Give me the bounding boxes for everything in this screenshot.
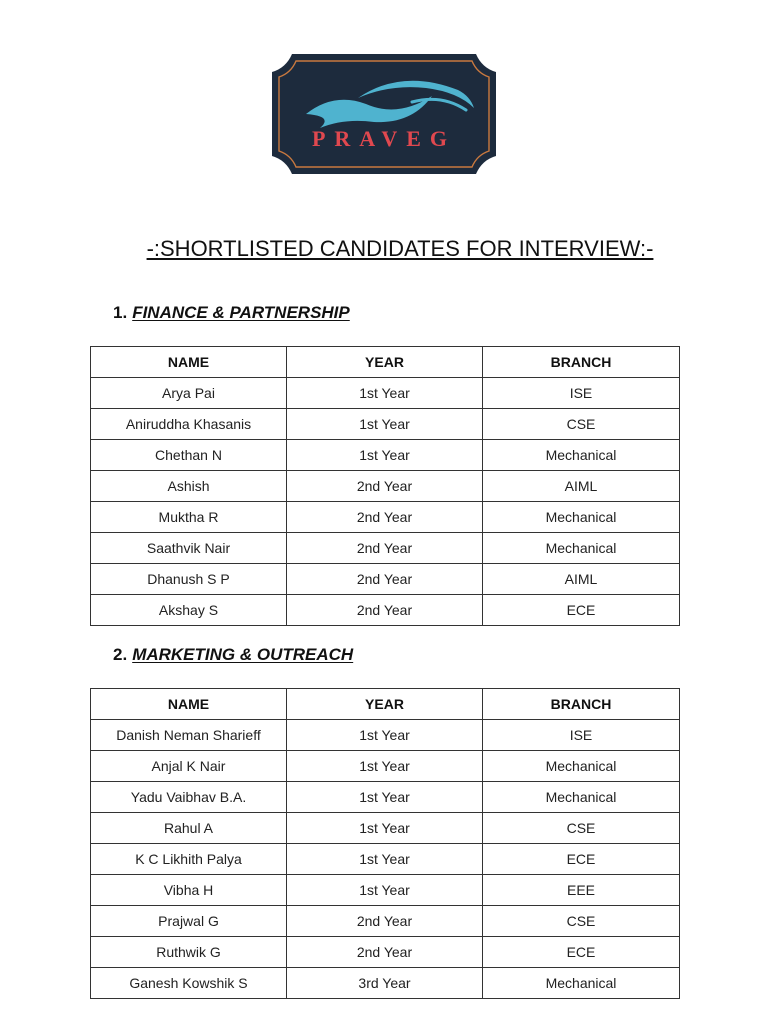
- table-row: [91, 533, 680, 564]
- finance-candidates-table: [90, 346, 680, 626]
- marketing-candidates-table: [90, 688, 680, 999]
- candidate-name: Ruthwik G: [91, 937, 287, 968]
- candidate-branch: Mechanical: [483, 751, 680, 782]
- table-row: [91, 471, 680, 502]
- candidate-name: K C Likhith Palya: [91, 844, 287, 875]
- section-heading: FINANCE & PARTNERSHIP: [132, 303, 350, 322]
- table-row: [91, 782, 680, 813]
- table-row: [91, 720, 680, 751]
- candidate-year: 2nd Year: [287, 937, 483, 968]
- candidate-year: 1st Year: [287, 751, 483, 782]
- table-row: [91, 937, 680, 968]
- candidate-name: Muktha R: [91, 502, 287, 533]
- candidate-name: Yadu Vaibhav B.A.: [91, 782, 287, 813]
- table-row: [91, 409, 680, 440]
- candidate-year: 1st Year: [287, 782, 483, 813]
- candidate-name: Ashish: [91, 471, 287, 502]
- candidate-year: 1st Year: [287, 440, 483, 471]
- section-number: 2.: [113, 645, 128, 664]
- candidate-year: 2nd Year: [287, 595, 483, 626]
- column-header-branch: BRANCH: [483, 689, 680, 720]
- candidate-name: Anjal K Nair: [91, 751, 287, 782]
- table-header-row: [91, 347, 680, 378]
- table-row: [91, 378, 680, 409]
- candidate-branch: CSE: [483, 813, 680, 844]
- table-header-row: [91, 689, 680, 720]
- column-header-name: NAME: [91, 689, 287, 720]
- candidate-branch: ISE: [483, 720, 680, 751]
- candidate-year: 1st Year: [287, 813, 483, 844]
- candidate-year: 2nd Year: [287, 533, 483, 564]
- candidate-name: Rahul A: [91, 813, 287, 844]
- candidate-branch: CSE: [483, 409, 680, 440]
- section-title-marketing: [113, 645, 353, 665]
- candidate-year: 1st Year: [287, 378, 483, 409]
- section-title-finance: [113, 303, 350, 323]
- candidate-branch: Mechanical: [483, 440, 680, 471]
- candidate-name: Ganesh Kowshik S: [91, 968, 287, 999]
- candidate-name: Vibha H: [91, 875, 287, 906]
- candidate-branch: ECE: [483, 937, 680, 968]
- table-row: [91, 906, 680, 937]
- candidate-branch: Mechanical: [483, 533, 680, 564]
- candidate-name: Akshay S: [91, 595, 287, 626]
- logo-badge-graphic: [262, 46, 506, 182]
- praveg-logo: [262, 46, 506, 182]
- candidate-branch: EEE: [483, 875, 680, 906]
- candidate-name: Chethan N: [91, 440, 287, 471]
- page-title: -:SHORTLISTED CANDIDATES FOR INTERVIEW:-: [146, 236, 654, 261]
- candidate-branch: Mechanical: [483, 968, 680, 999]
- candidate-name: Arya Pai: [91, 378, 287, 409]
- candidate-name: Saathvik Nair: [91, 533, 287, 564]
- logo-text: PRAVEG: [311, 126, 457, 151]
- table-row: [91, 875, 680, 906]
- column-header-name: NAME: [91, 347, 287, 378]
- table-row: [91, 440, 680, 471]
- table-row: [91, 564, 680, 595]
- table-row: [91, 751, 680, 782]
- table-row: [91, 813, 680, 844]
- candidate-year: 1st Year: [287, 875, 483, 906]
- column-header-branch: BRANCH: [483, 347, 680, 378]
- candidate-branch: AIML: [483, 564, 680, 595]
- section-number: 1.: [113, 303, 128, 322]
- candidate-year: 2nd Year: [287, 564, 483, 595]
- candidate-year: 2nd Year: [287, 471, 483, 502]
- candidate-branch: ECE: [483, 595, 680, 626]
- table-row: [91, 502, 680, 533]
- candidate-year: 1st Year: [287, 720, 483, 751]
- candidate-name: Danish Neman Sharieff: [91, 720, 287, 751]
- table-row: [91, 968, 680, 999]
- candidate-branch: CSE: [483, 906, 680, 937]
- column-header-year: YEAR: [287, 689, 483, 720]
- candidate-year: 1st Year: [287, 844, 483, 875]
- candidate-branch: AIML: [483, 471, 680, 502]
- candidate-branch: ECE: [483, 844, 680, 875]
- table-row: [91, 595, 680, 626]
- candidate-branch: ISE: [483, 378, 680, 409]
- column-header-year: YEAR: [287, 347, 483, 378]
- candidate-year: 1st Year: [287, 409, 483, 440]
- candidate-branch: Mechanical: [483, 502, 680, 533]
- candidate-name: Dhanush S P: [91, 564, 287, 595]
- candidate-branch: Mechanical: [483, 782, 680, 813]
- candidate-year: 2nd Year: [287, 906, 483, 937]
- section-heading: MARKETING & OUTREACH: [132, 645, 354, 664]
- table-row: [91, 844, 680, 875]
- candidate-year: 2nd Year: [287, 502, 483, 533]
- candidate-name: Aniruddha Khasanis: [91, 409, 287, 440]
- candidate-year: 3rd Year: [287, 968, 483, 999]
- candidate-name: Prajwal G: [91, 906, 287, 937]
